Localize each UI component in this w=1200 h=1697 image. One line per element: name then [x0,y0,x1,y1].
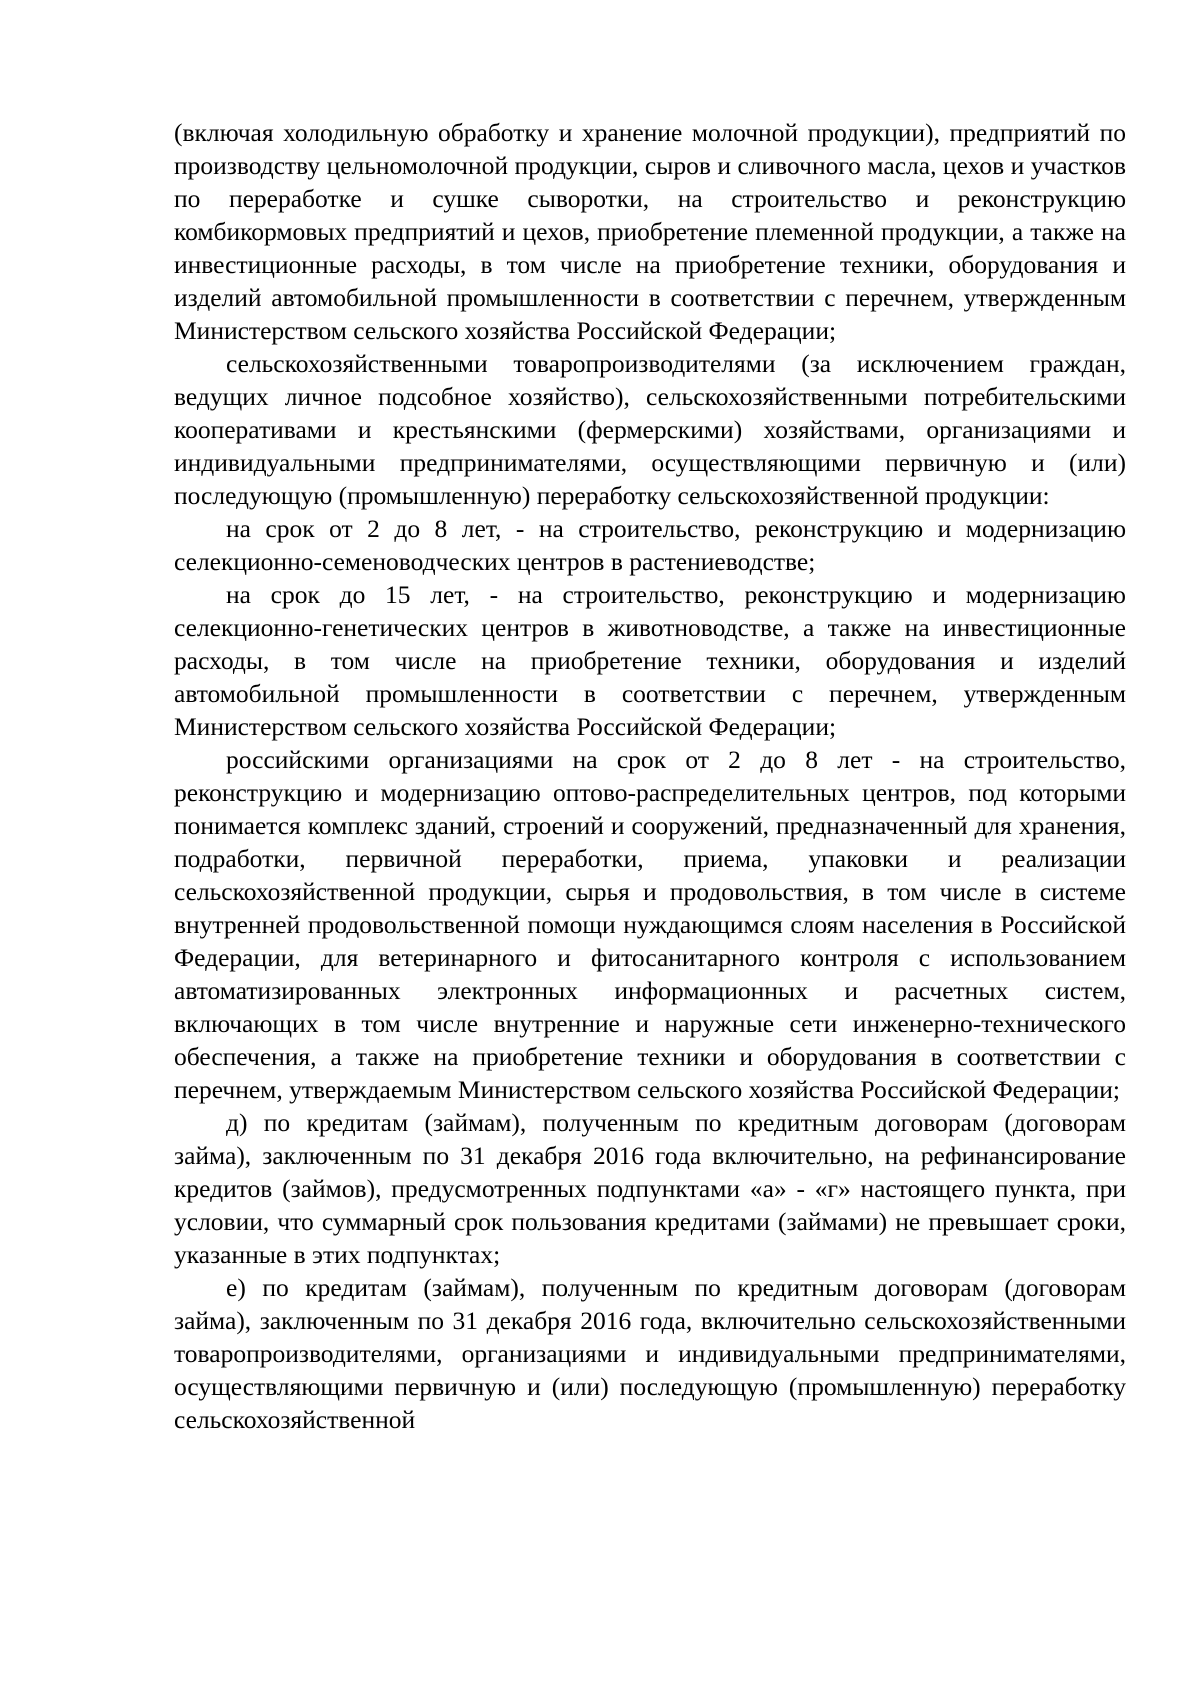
paragraph-producers: сельскохозяйственными товаропроизводителями (за исключением граждан, ведущих личное подсобное хозяйство), сельскохозяйственными потребительскими кооперативами и крестьянскими (фермерскими) хозяйствами, организациями и индивидуальными предпринимателями, осуществляющими первичную и (или) последующую (промышленную) переработку сельскохозяйственной продукции: [174,349,1126,510]
paragraph-item-e: е) по кредитам (займам), полученным по кредитным договорам (договорам займа), заключенным по 31 декабря 2016 года, включительно сельскохозяйственными товаропроизводителями, организациями и индивидуальными предпринимателями, осуществляющими первичную и (или) последующую (промышленную) переработку сельскохозяйственной [174,1273,1126,1434]
paragraph-item-d: д) по кредитам (займам), полученным по кредитным договорам (договорам займа), заключенным по 31 декабря 2016 года включительно, на рефинансирование кредитов (займов), предусмотренных подпунктами «а» - «г» настоящего пункта, при условии, что суммарный срок пользования кредитами (займами) не превышает сроки, указанные в этих подпунктах; [174,1108,1126,1269]
paragraph-term-15-years: на срок до 15 лет, - на строительство, реконструкцию и модернизацию селекционно-генетических центров в животноводстве, а также на инвестиционные расходы, в том числе на приобретение техники, оборудования и изделий автомобильной промышленности в соответствии с перечнем, утвержденным Министерством сельского хозяйства Российской Федерации; [174,580,1126,741]
document-body [174,116,1126,1436]
paragraph-russian-organizations: российскими организациями на срок от 2 до 8 лет - на строительство, реконструкцию и модернизацию оптово-распределительных центров, под которыми понимается комплекс зданий, строений и сооружений, предназначенный для хранения, подработки, первичной переработки, приема, упаковки и реализации сельскохозяйственной продукции, сырья и продовольствия, в том числе в системе внутренней продовольственной помощи нуждающимся слоям населения в Российской Федерации, для ветеринарного и фитосанитарного контроля с использованием автоматизированных электронных информационных и расчетных систем, включающих в том числе внутренние и наружные сети инженерно-технического обеспечения, а также на приобретение техники и оборудования в соответствии с перечнем, утверждаемым Министерством сельского хозяйства Российской Федерации; [174,745,1126,1104]
paragraph-term-2-8-years: на срок от 2 до 8 лет, - на строительство, реконструкцию и модернизацию селекционно-семеноводческих центров в растениеводстве; [174,514,1126,576]
paragraph-continuation: (включая холодильную обработку и хранение молочной продукции), предприятий по производству цельномолочной продукции, сыров и сливочного масла, цехов и участков по переработке и сушке сыворотки, на строительство и реконструкцию комбикормовых предприятий и цехов, приобретение племенной продукции, а также на инвестиционные расходы, в том числе на приобретение техники, оборудования и изделий автомобильной промышленности в соответствии с перечнем, утвержденным Министерством сельского хозяйства Российской Федерации; [174,118,1126,345]
